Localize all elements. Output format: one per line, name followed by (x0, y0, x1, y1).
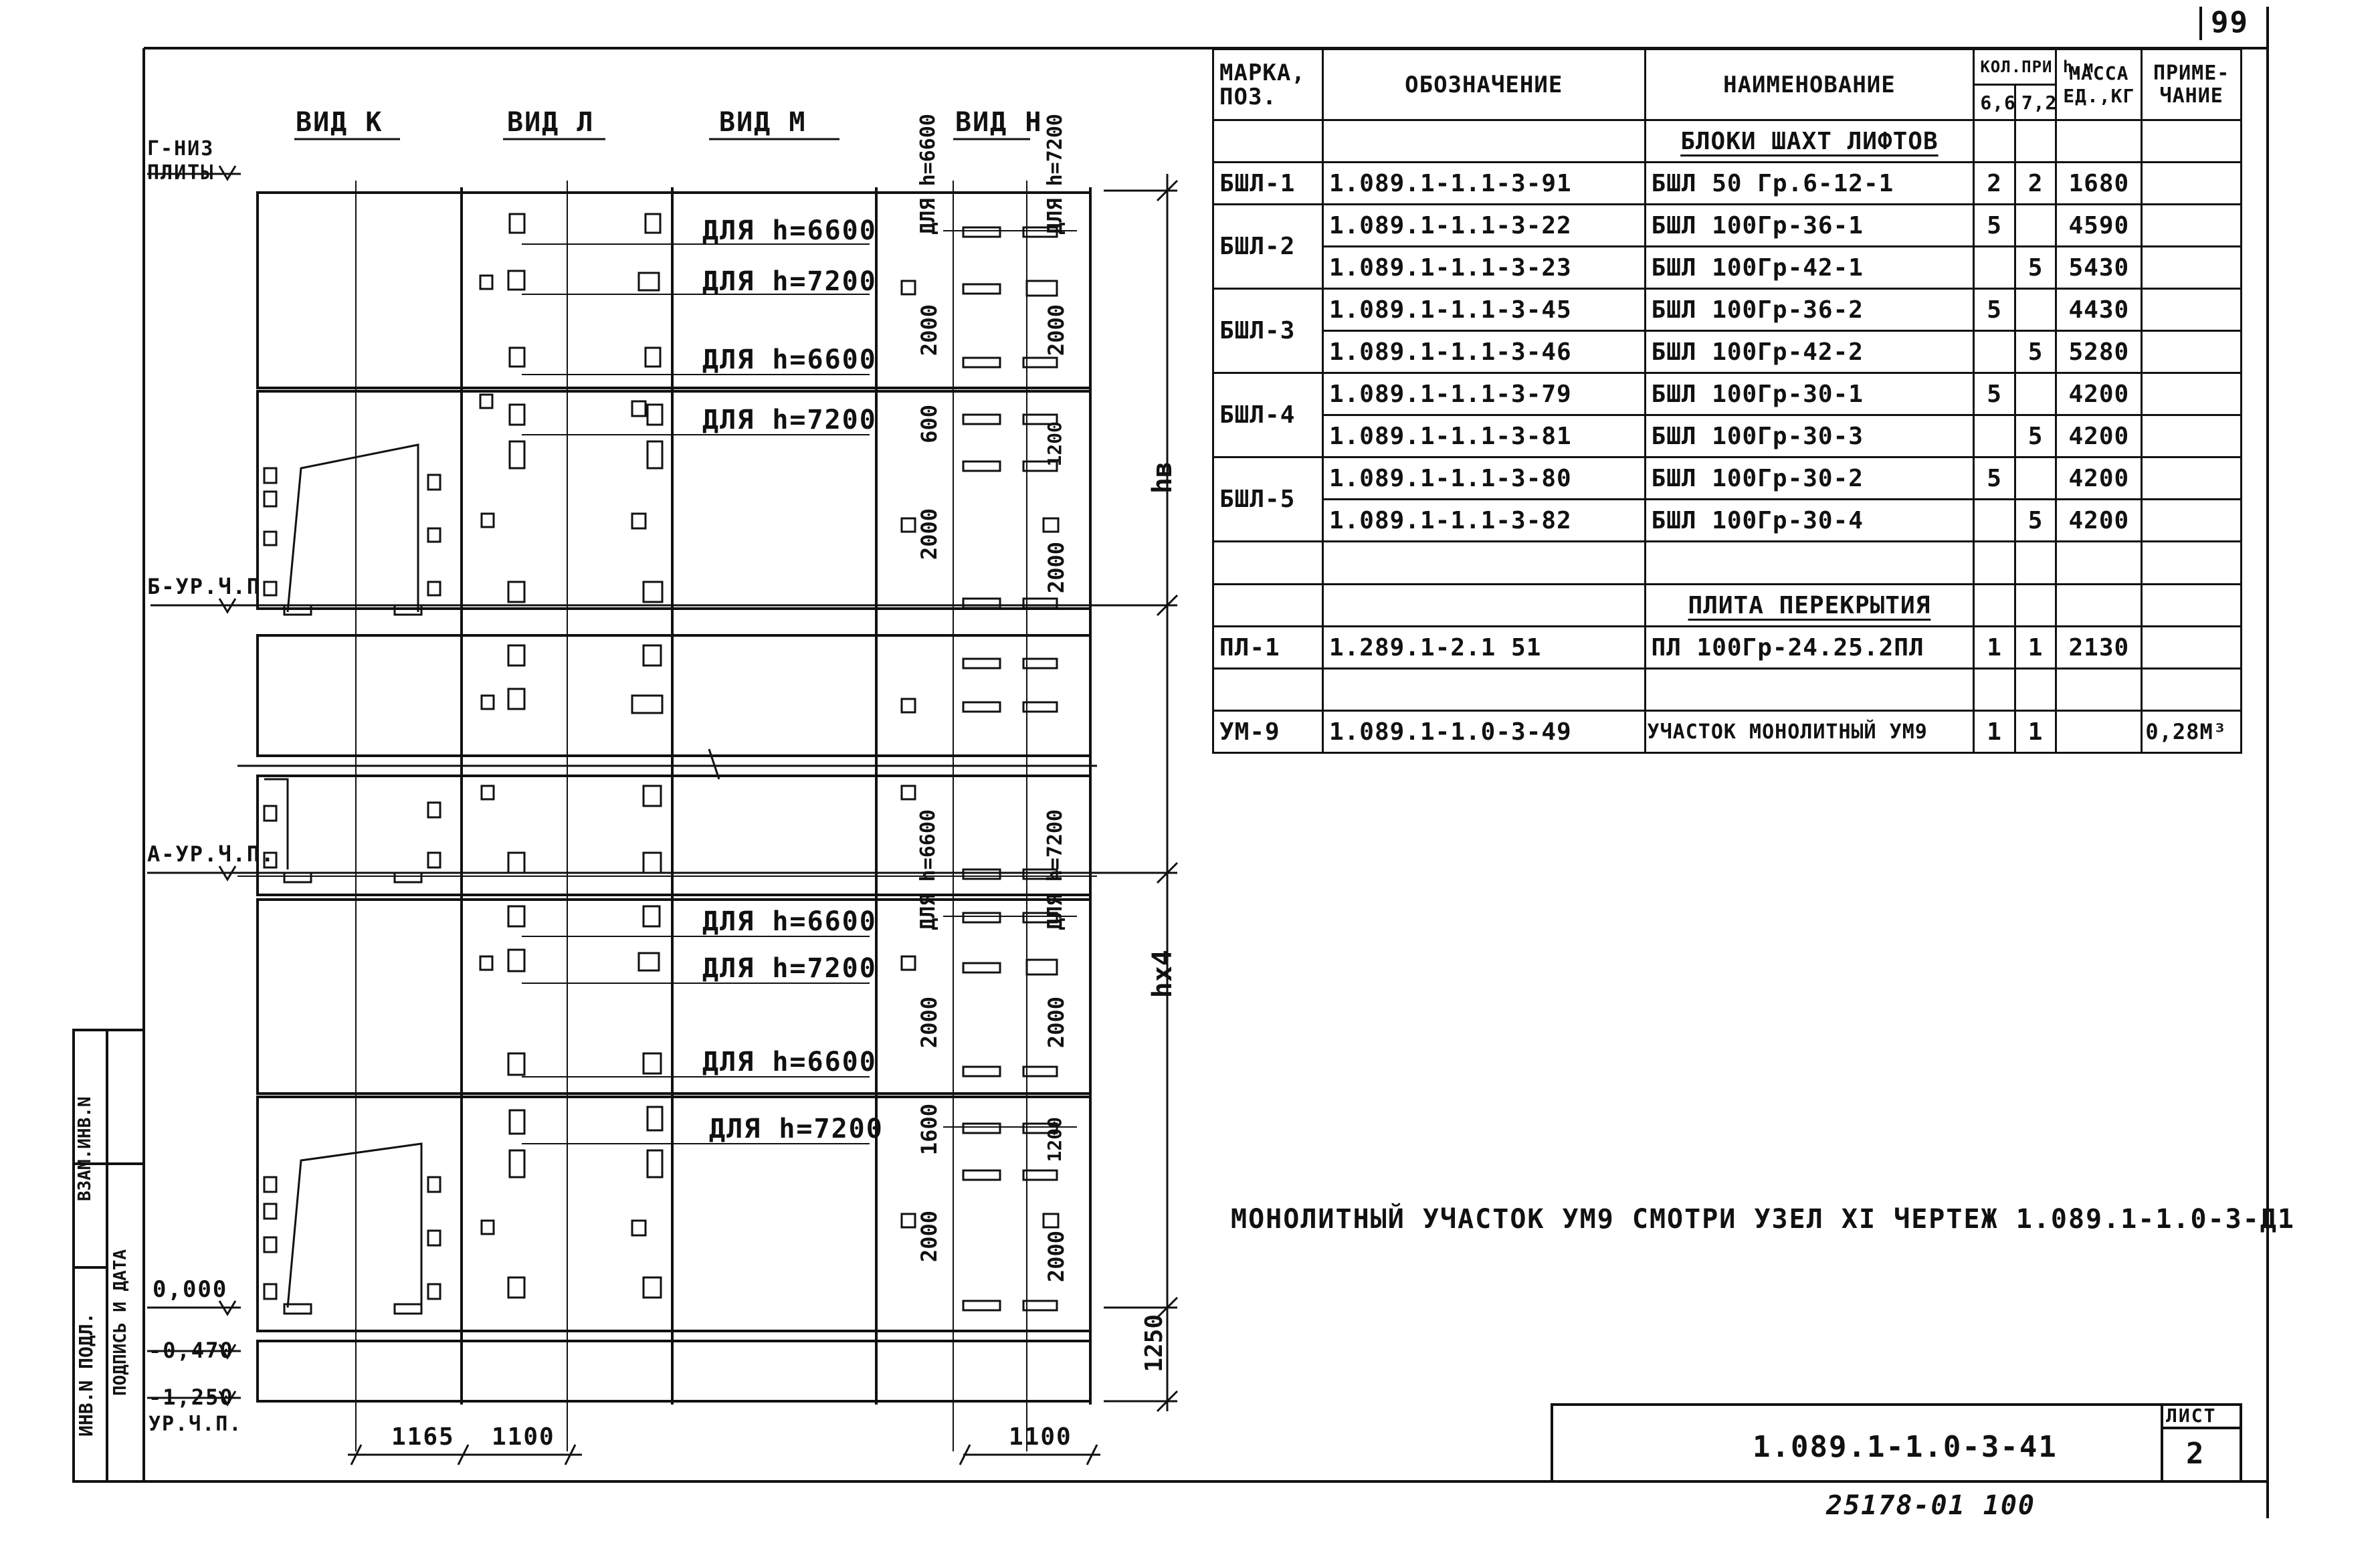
section-slab: ПЛИТА ПЕРЕКРЫТИЯ (1645, 585, 1974, 627)
stamp-vzam: ВЗАМ.ИНВ.N (75, 1096, 95, 1201)
label-h-7200-2: ДЛЯ h=7200 (702, 405, 877, 435)
stamp-podpis: ПОДПИСЬ И ДАТА (110, 1249, 130, 1397)
header-name: НАИМЕНОВАНИЕ (1645, 49, 1974, 120)
dim-2000-4: 2000 (1044, 542, 1069, 594)
table-row: УМ-9 1.089.1-1.0-3-49 УЧАСТОК МОНОЛИТНЫЙ УМ9 1 1 0,28М³ (1213, 711, 2242, 753)
header-mark: МАРКА, ПОЗ. (1213, 49, 1323, 120)
table-row: БШЛ-2 1.089.1-1.1-3-22 БШЛ 100Гр-36-1 5 4590 (1213, 205, 2242, 247)
dim-2000-1: 2000 (916, 304, 942, 356)
table-row: ПЛ-1 1.289.1-2.1 51 ПЛ 100Гр-24.25.2ПЛ 1 1 2130 (1213, 627, 2242, 669)
stamp-inv-podl: ИНВ.N ПОДЛ. (75, 1312, 97, 1437)
level-b: Б-УР.Ч.П (147, 574, 262, 599)
header-designation: ОБОЗНАЧЕНИЕ (1322, 49, 1645, 120)
view-title-n: ВИД Н (955, 107, 1043, 138)
dim-1100-2: 1100 (1009, 1423, 1072, 1451)
document-designation: 1.089.1-1.0-3-41 (1753, 1430, 2058, 1464)
level-zero: 0,000 (153, 1276, 228, 1303)
dim-1165: 1165 (391, 1423, 455, 1451)
table-header-row (1213, 49, 2242, 85)
table-row: 1.089.1-1.1-3-23 БШЛ 100Гр-42-1 5 5430 (1213, 247, 2242, 289)
dim-2000-3: 2000 (916, 508, 942, 560)
level-minus-0470: -0,470 (148, 1338, 234, 1363)
label-h-6600-4: ДЛЯ h=6600 (702, 1047, 877, 1077)
header-mass: МАССА ЕД.,КГ (2056, 49, 2142, 120)
header-qty-72: 7,2 (2015, 85, 2056, 120)
dim-600: 600 (916, 405, 942, 443)
archive-number: 25178-01 100 (1826, 1490, 2036, 1521)
vlabel-h-7200-mid: ДЛЯ h=7200 (1044, 809, 1067, 930)
vlabel-h-7200-top: ДЛЯ h=7200 (1044, 114, 1067, 235)
table-row-empty (1213, 669, 2242, 711)
table-row: 1.089.1-1.1-3-82 БШЛ 100Гр-30-4 5 4200 (1213, 500, 2242, 542)
section-shafts: БЛОКИ ШАХТ ЛИФТОВ (1645, 120, 1974, 163)
vlabel-h-6600-mid: ДЛЯ h=6600 (916, 809, 940, 930)
table-row: БШЛ-5 1.089.1-1.1-3-80 БШЛ 100Гр-30-2 5 4200 (1213, 457, 2242, 500)
view-title-m: ВИД М (719, 107, 807, 138)
table-row-empty (1213, 542, 2242, 585)
dim-2000-2: 2000 (1044, 304, 1069, 356)
vlabel-h-6600-top: ДЛЯ h=6600 (916, 114, 940, 235)
dim-2000-8: 2000 (1044, 1231, 1069, 1283)
level-minus-1250: -1,250 (148, 1384, 234, 1410)
label-h-6600-3: ДЛЯ h=6600 (702, 906, 877, 937)
header-qty-66: 6,6 (1974, 85, 2015, 120)
specification-table (1212, 48, 2242, 754)
table-row: БШЛ-1 1.089.1-1.1-3-91 БШЛ 50 Гр.6-12-1 2 2 1680 (1213, 163, 2242, 205)
table-row: 1.089.1-1.1-3-81 БШЛ 100Гр-30-3 5 4200 (1213, 415, 2242, 457)
table-row: БШЛ-3 1.089.1-1.1-3-45 БШЛ 100Гр-36-2 5 4430 (1213, 289, 2242, 331)
dim-2000-7: 2000 (916, 1211, 942, 1263)
dim-1100-1: 1100 (492, 1423, 555, 1451)
table-row: 1.089.1-1.1-3-46 БШЛ 100Гр-42-2 5 5280 (1213, 331, 2242, 373)
monolithic-note: МОНОЛИТНЫЙ УЧАСТОК УМ9 СМОТРИ УЗЕЛ XI ЧЕРТЕЖ 1.089.1-1.0-3-Д1 (1231, 1204, 2296, 1235)
header-qty: КОЛ.ПРИ h,м (1974, 49, 2056, 85)
dim-hb: hв (1147, 461, 1178, 494)
level-g-bottom-slab: Г-НИЗ ПЛИТЫ (147, 137, 215, 185)
dim-1200-1: 1200 (1044, 421, 1066, 467)
label-h-7200-3: ДЛЯ h=7200 (702, 953, 877, 984)
sheet-label: ЛИСТ (2166, 1405, 2217, 1427)
sheet-number: 2 (2186, 1437, 2205, 1471)
table-row: БШЛ-4 1.089.1-1.1-3-79 БШЛ 100Гр-30-1 5 4200 (1213, 373, 2242, 415)
dim-2000-5: 2000 (916, 997, 942, 1049)
dim-hx4: hx4 (1147, 950, 1178, 999)
label-h-7200-4: ДЛЯ h=7200 (709, 1114, 884, 1144)
section-row (1213, 120, 2242, 163)
label-h-6600-2: ДЛЯ h=6600 (702, 344, 877, 375)
level-a: А-УР.Ч.П. (147, 841, 276, 867)
page-number: 99 (2211, 5, 2249, 39)
view-title-k: ВИД К (296, 107, 383, 138)
label-h-7200-1: ДЛЯ h=7200 (702, 266, 877, 297)
level-ur-ch-p: УР.Ч.П. (148, 1413, 243, 1436)
view-title-l: ВИД Л (507, 107, 595, 138)
dim-1250: 1250 (1141, 1314, 1168, 1372)
header-note: ПРИМЕ- ЧАНИЕ (2142, 49, 2242, 120)
label-h-6600-1: ДЛЯ h=6600 (702, 215, 877, 246)
dim-2000-6: 2000 (1044, 997, 1069, 1049)
dim-1200-2: 1200 (1044, 1117, 1066, 1162)
dim-1600: 1600 (916, 1104, 942, 1156)
section-row (1213, 585, 2242, 627)
